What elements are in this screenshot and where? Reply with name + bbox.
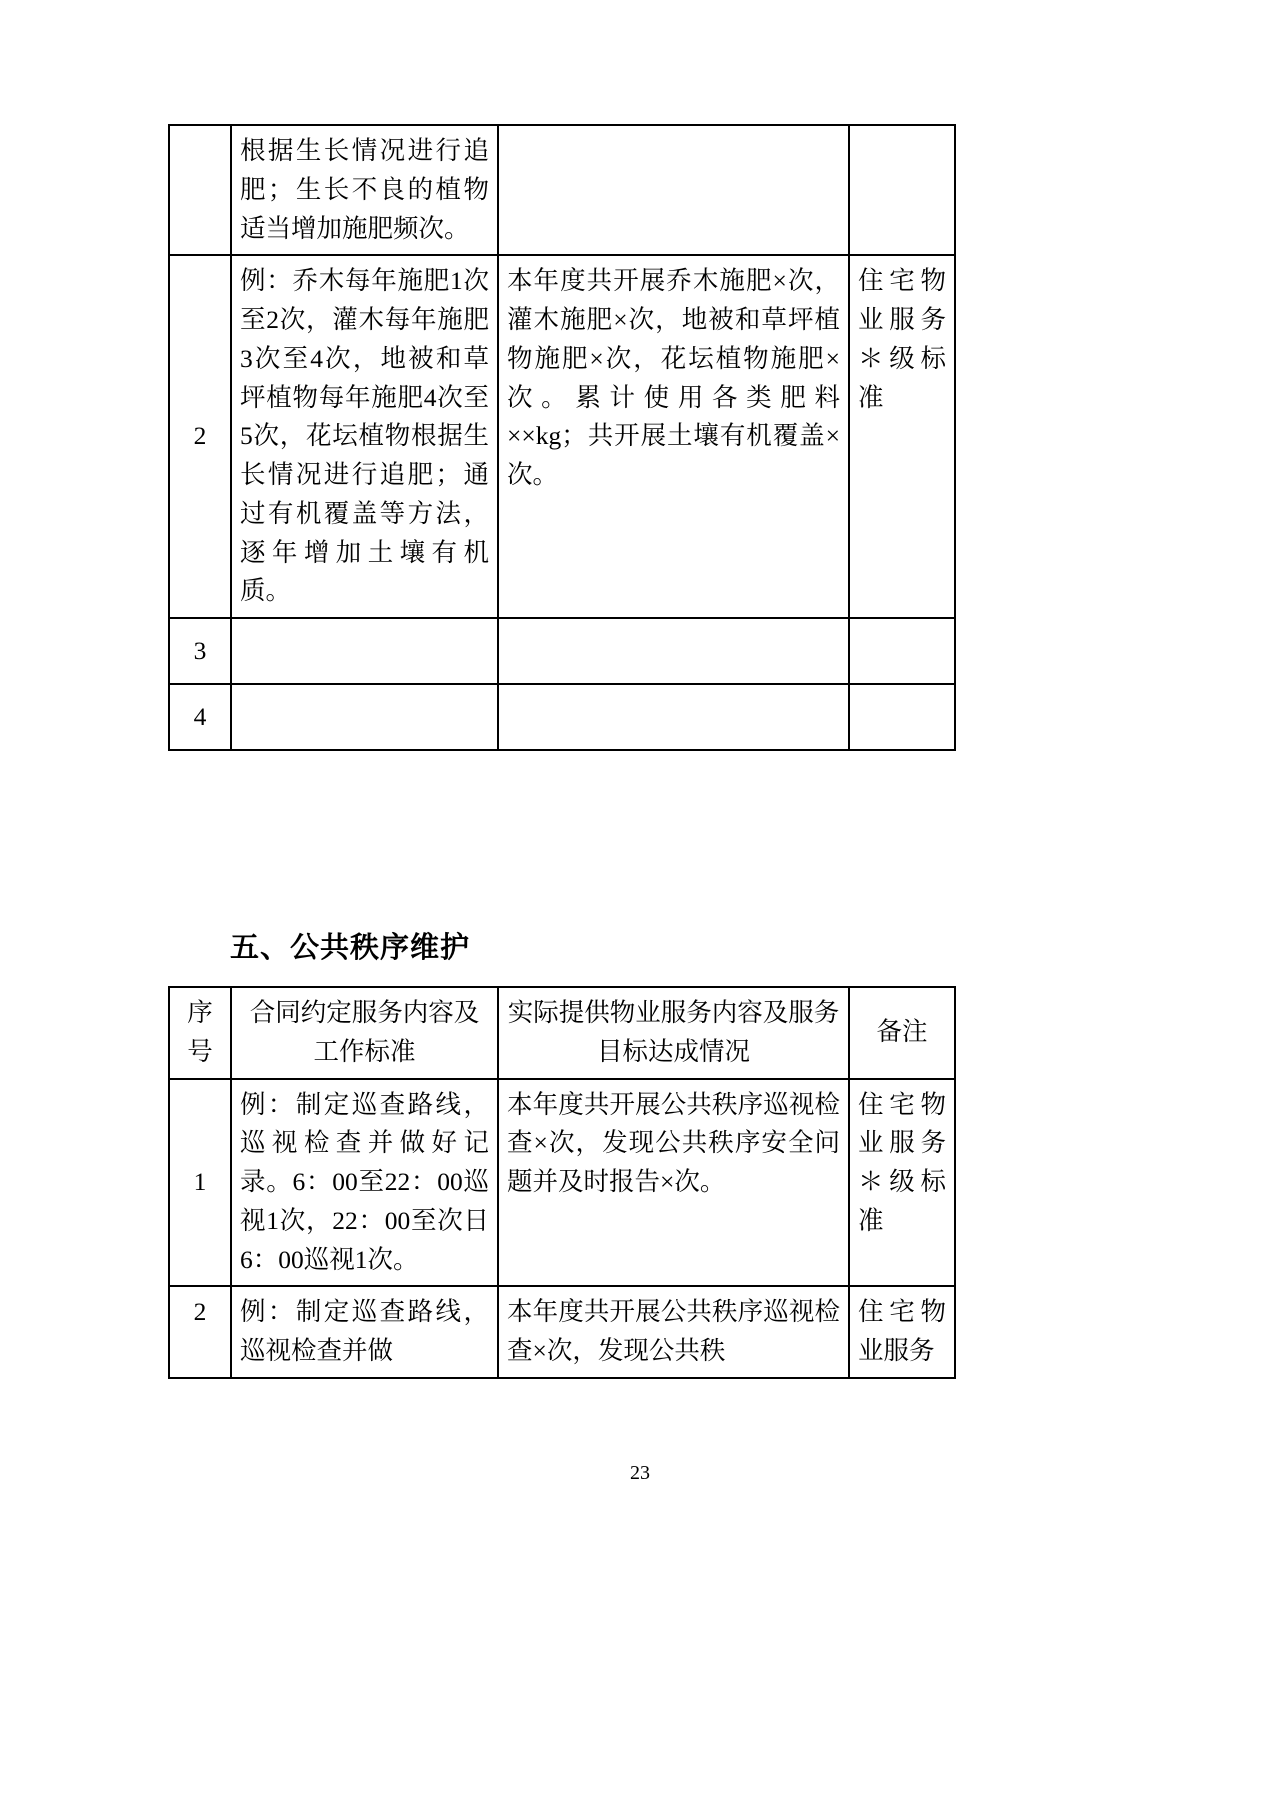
contract-content: 例：乔木每年施肥1次至2次，灌木每年施肥3次至4次，地被和草坪植物每年施肥4次至5次，花坛植物根据生长情况进行追肥；通过有机覆盖等方法，逐年增加土壤有机质。 xyxy=(231,255,498,618)
table-header-row xyxy=(169,987,955,1079)
actual-content: 本年度共开展公共秩序巡视检查×次，发现公共秩 xyxy=(498,1286,849,1378)
row-number: 4 xyxy=(169,684,231,750)
row-number: 1 xyxy=(169,1079,231,1287)
table-row xyxy=(169,1079,955,1287)
table-fertilizing xyxy=(168,124,956,751)
contract-content xyxy=(231,684,498,750)
row-number xyxy=(169,125,231,255)
remark xyxy=(849,125,955,255)
actual-content xyxy=(498,125,849,255)
remark: 住宅物业服务＊级标准 xyxy=(849,255,955,618)
table-row xyxy=(169,1286,955,1378)
page-number: 23 xyxy=(630,1462,650,1484)
table-row xyxy=(169,684,955,750)
actual-content xyxy=(498,618,849,684)
actual-content xyxy=(498,684,849,750)
remark xyxy=(849,618,955,684)
table-public-order xyxy=(168,986,956,1379)
section-heading: 五、公共秩序维护 xyxy=(230,932,471,964)
table-row xyxy=(169,618,955,684)
contract-content: 例：制定巡查路线，巡视检查并做好记录。6：00至22：00巡视1次，22：00至次日6：00巡视1次。 xyxy=(231,1079,498,1287)
row-number: 3 xyxy=(169,618,231,684)
remark: 住宅物业服务 xyxy=(849,1286,955,1378)
remark: 住宅物业服务＊级标准 xyxy=(849,1079,955,1287)
contract-content: 根据生长情况进行追肥；生长不良的植物适当增加施肥频次。 xyxy=(231,125,498,255)
column-header-actual: 实际提供物业服务内容及服务目标达成情况 xyxy=(498,987,849,1079)
actual-content: 本年度共开展公共秩序巡视检查×次，发现公共秩序安全问题并及时报告×次。 xyxy=(498,1079,849,1287)
actual-content: 本年度共开展乔木施肥×次，灌木施肥×次，地被和草坪植物施肥×次，花坛植物施肥×次。累计使用各类肥料××kg；共开展土壤有机覆盖×次。 xyxy=(498,255,849,618)
column-header-number: 序号 xyxy=(169,987,231,1079)
column-header-contract: 合同约定服务内容及工作标准 xyxy=(231,987,498,1079)
remark xyxy=(849,684,955,750)
contract-content xyxy=(231,618,498,684)
table-row xyxy=(169,125,955,255)
contract-content: 例：制定巡查路线，巡视检查并做 xyxy=(231,1286,498,1378)
row-number: 2 xyxy=(169,1286,231,1378)
column-header-remark: 备注 xyxy=(849,987,955,1079)
row-number: 2 xyxy=(169,255,231,618)
table-row xyxy=(169,255,955,618)
